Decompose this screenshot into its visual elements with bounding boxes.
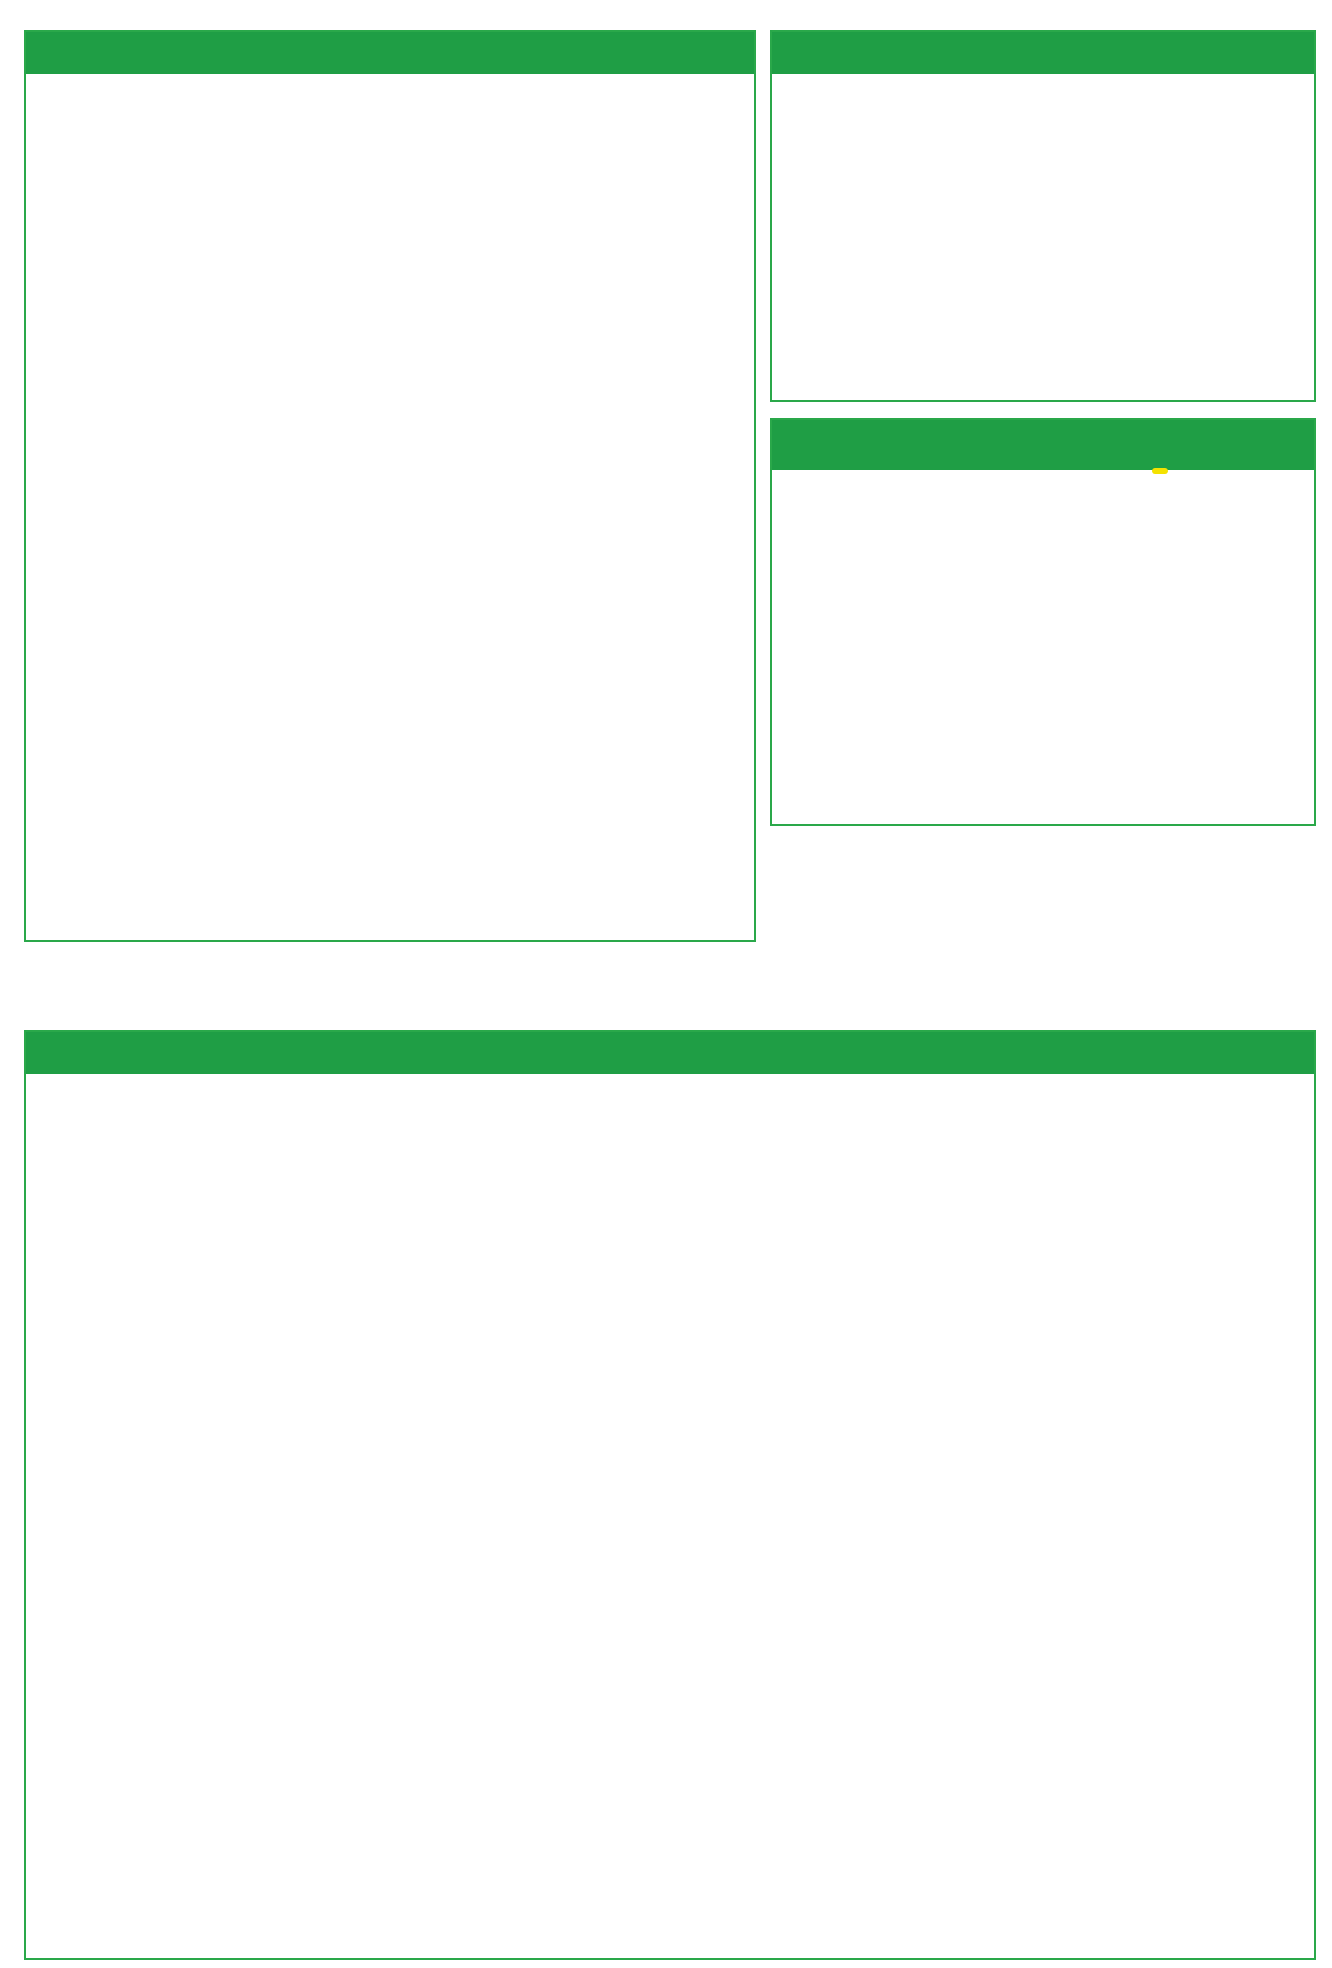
standard-panel: [24, 30, 756, 942]
overseas-title: [26, 1032, 1314, 1074]
titanium-title: [772, 420, 1314, 470]
long-title: [772, 32, 1314, 74]
titanium-panel: [770, 418, 1316, 826]
standard-title: [26, 32, 754, 74]
long-panel: [770, 30, 1316, 402]
overseas-panel: [24, 1030, 1316, 1960]
allergy-badge: [1152, 468, 1168, 474]
